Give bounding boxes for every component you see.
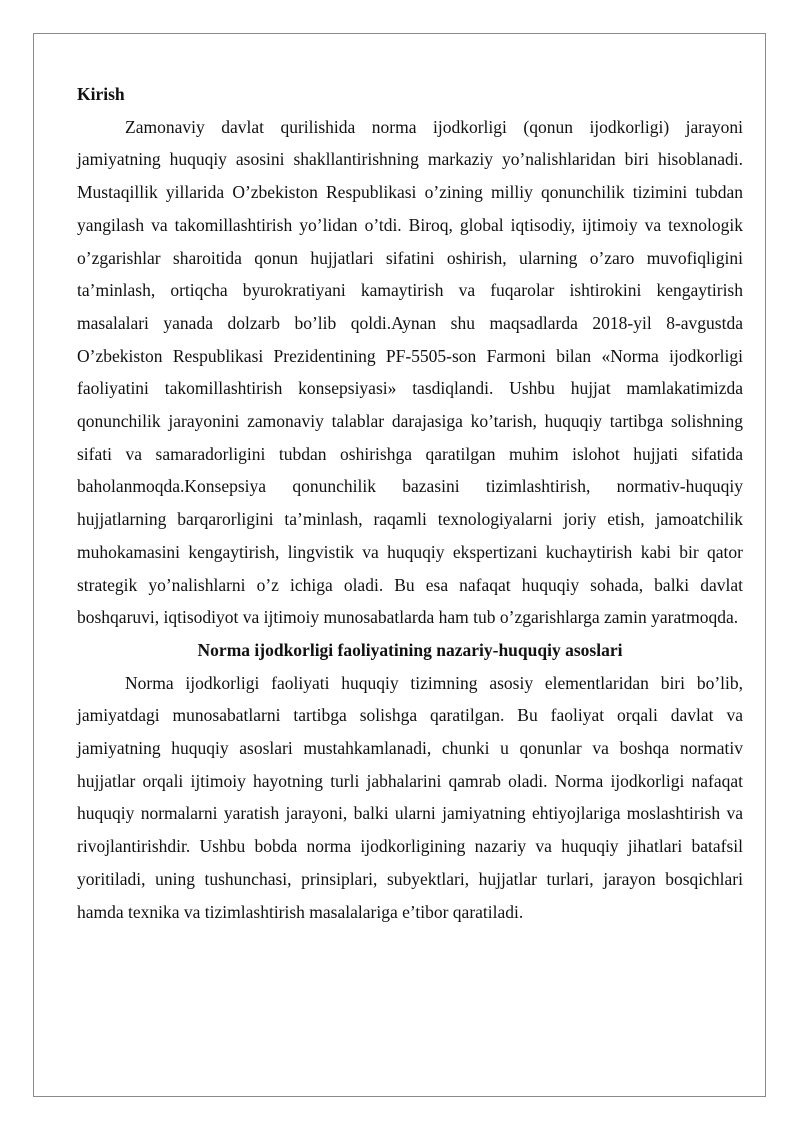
section-paragraph: Norma ijodkorligi faoliyati huquqiy tizimning asosiy elementlaridan biri bo’lib, jamiyatdagi munosabatlarni tartibga solishga qaratilgan. Bu faoliyat orqali davlat va jamiyatning huquqiy asoslari mustahkamlanadi, chunki u qonunlar va boshqa normativ hujjatlar orqali ijtimoiy hayotning turli jabhalarini qamrab oladi. Norma ijodkorligi nafaqat huquqiy normalarni yaratish jarayoni, balki ularni jamiyatning ehtiyojlariga moslashtirish va rivojlantirishdir. Ushbu bobda norma ijodkorligining nazariy va huquqiy jihatlari batafsil yoritiladi, uning tushunchasi, prinsiplari, subyektlari, hujjatlar turlari, jarayon bosqichlari hamda texnika va tizimlashtirish masalalariga e’tibor qaratiladi. (77, 672, 743, 922)
section-heading: Norma ijodkorligi faoliyatining nazariy-huquqiy asoslari (197, 639, 623, 660)
intro-paragraph: Zamonaviy davlat qurilishida norma ijodkorligi (qonun ijodkorligi) jarayoni jamiyatning huquqiy asosini shakllantirishning markaziy yo’nalishlaridan biri hisoblanadi. Mustaqillik yillarida O’zbekiston Respublikasi o’zining milliy qonunchilik tizimini tubdan yangilash va takomillashtirish yo’lidan o’tdi. Biroq, global iqtisodiy, ijtimoiy va texnologik o’zgarishlar sharoitida qonun hujjatlari sifatini oshirish, ularning o’zaro muvofiqligini ta’minlash, ortiqcha byurokratiyani kamaytirish va fuqarolar ishtirokini kengaytirish masalalari yanada dolzarb bo’lib qoldi.Aynan shu maqsadlarda 2018-yil 8-avgustda O’zbekiston Respublikasi Prezidentining PF-5505-son Farmoni bilan «Norma ijodkorligi faoliyatini takomillashtirish konsepsiyasi» tasdiqlandi. Ushbu hujjat mamlakatimizda qonunchilik jarayonini zamonaviy talablar darajasiga ko’tarish, huquqiy tartibga solishning sifati va samaradorligini tubdan oshirishga qaratilgan muhim islohot hujjati sifatida baholanmoqda.Konsepsiya qonunchilik bazasini tizimlashtirish, normativ-huquqiy hujjatlarning barqarorligini ta’minlash, raqamli texnologiyalarni joriy etish, jamoatchilik muhokamasini kengaytirish, lingvistik va huquqiy ekspertizani kuchaytirish kabi bir qator strategik yo’nalishlarni o’z ichiga oladi. Bu esa nafaqat huquqiy sohada, balki davlat boshqaruvi, iqtisodiyot va ijtimoiy munosabatlarda ham tub o’zgarishlarga zamin yaratmoqda. (77, 116, 743, 628)
document-body (77, 78, 743, 928)
document-page (33, 33, 766, 1097)
intro-heading: Kirish (77, 84, 125, 104)
